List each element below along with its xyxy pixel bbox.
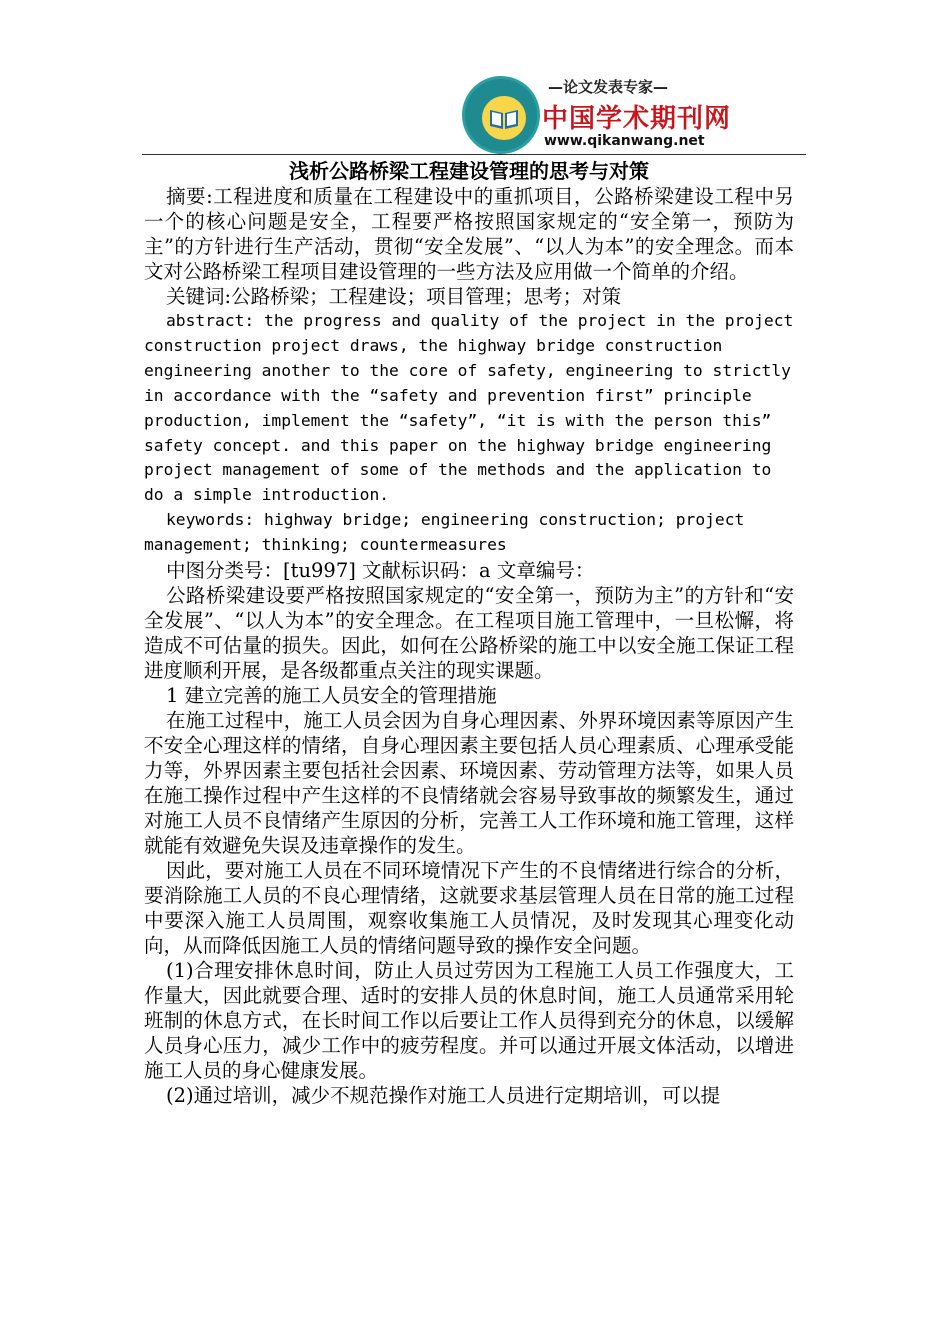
abstract-cn: 摘要:工程进度和质量在工程建设中的重抓项目，公路桥梁建设工程中另一个的核心问题是安全，工程要严格按照国家规定的“安全第一，预防为主”的方针进行生产活动，贯彻“安全发展”、“以人为本”的安全理念。而本文对公路桥梁工程项目建设管理的一些方法及应用做一个简单的介绍。	[144, 185, 794, 283]
classification-line: 中图分类号：[tu997] 文献标识码：a 文章编号：	[166, 559, 595, 583]
section-paragraph: 因此，要对施工人员在不同环境情况下产生的不良情绪进行综合的分析，要消除施工人员的不良心理情绪，这就要求基层管理人员在日常的施工过程中要深入施工人员周围，观察收集施工人员情况，及时发现其心理变化动向，从而降低因施工人员的情绪问题导致的操作安全问题。	[144, 859, 794, 958]
abstract-en: abstract: the progress and quality of the project in the project construction project draws, the highway bridge construction engineering another to the core of safety, engineering to strictly in accordance with the “safety and prevention first” principle production, implement the “safety”, “it is with the person this” safety concept. and this paper on the highway bridge engineering project management of some of the methods and the application to do a simple introduction.	[144, 311, 794, 505]
header-divider	[142, 154, 806, 155]
article-body	[144, 158, 794, 1108]
section-paragraph: 在施工过程中，施工人员会因为自身心理因素、外界环境因素等原因产生不安全心理这样的情绪，自身心理因素主要包括人员心理素质、心理承受能力等，外界因素主要包括社会因素、环境因素、劳动管理方法等，如果人员在施工操作过程中产生这样的不良情绪就会容易导致事故的频繁发生，通过对施工人员不良情绪产生原因的分析，完善工人工作环境和施工管理，这样就能有效避免失误及违章操作的发生。	[144, 709, 794, 858]
site-logo	[462, 70, 732, 150]
logo-slogan: —论文发表专家—	[548, 78, 669, 96]
article-title: 浅析公路桥梁工程建设管理的思考与对策	[289, 159, 649, 183]
intro-paragraph: 公路桥梁建设要严格按照国家规定的“安全第一，预防为主”的方针和“安全发展”、“以人为本”的安全理念。在工程项目施工管理中，一旦松懈，将造成不可估量的损失。因此，如何在公路桥梁的施工中以安全施工保证工程进度顺利开展，是各级都重点关注的现实课题。	[144, 584, 794, 683]
list-item: (2)通过培训，减少不规范操作对施工人员进行定期培训，可以提	[166, 1084, 721, 1108]
keywords-en: keywords: highway bridge; engineering construction; project management; thinking; countermeasures	[144, 510, 745, 555]
logo-emblem	[462, 76, 540, 154]
list-item: (1)合理安排休息时间，防止人员过劳因为工程施工人员工作强度大，工作量大，因此就要合理、适时的安排人员的休息时间，施工人员通常采用轮班制的休息方式，在长时间工作以后要让工作人员得到充分的休息，以缓解人员身心压力，减少工作中的疲劳程度。并可以通过开展文体活动，以增进施工人员的身心健康发展。	[144, 959, 794, 1083]
book-icon	[482, 96, 526, 140]
section-heading: 1 建立完善的施工人员安全的管理措施	[166, 684, 497, 708]
keywords-cn: 关键词:公路桥梁；工程建设；项目管理；思考；对策	[166, 285, 622, 308]
logo-name: 中国学术期刊网	[542, 104, 732, 134]
logo-url: www.qikanwang.net	[544, 133, 705, 149]
